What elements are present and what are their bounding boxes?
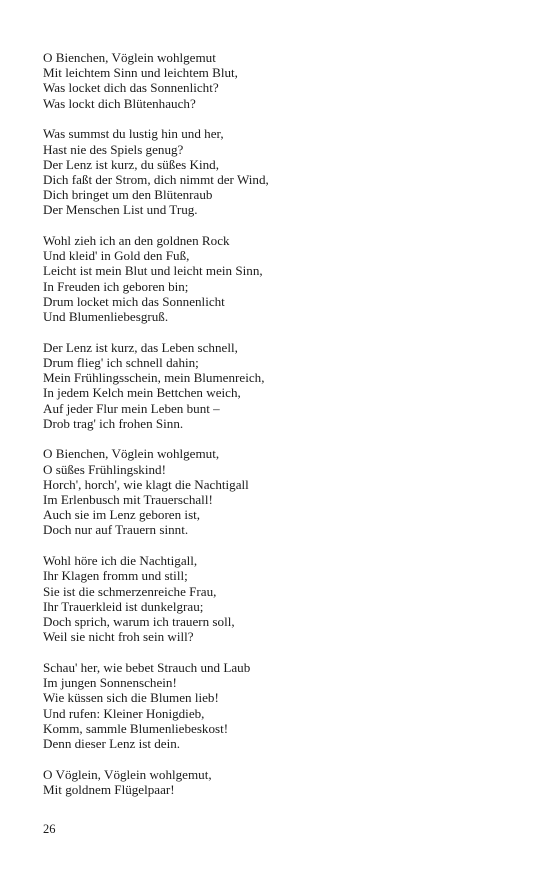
poem-line: Was lockt dich Blütenhauch? [43,95,196,111]
poem-line: Der Menschen List und Trug. [43,202,198,218]
poem-line: Wohl zieh ich an den goldnen Rock [43,233,230,249]
poem-line: Komm, sammle Blumenliebeskost! [43,720,229,736]
poem-line: Und rufen: Kleiner Honigdieb, [43,705,205,721]
stanza-6 [43,553,523,644]
page-number: 26 [43,822,56,836]
poem-line: In Freuden ich geboren bin; [43,278,189,294]
poem-line: Drum flieg' ich schnell dahin; [43,354,199,370]
poem-line: In jedem Kelch mein Bettchen weich, [43,385,241,401]
poem-line: Doch sprich, warum ich trauern soll, [43,614,235,629]
poem-line: Und Blumenliebesgruß. [43,309,169,325]
poem-line: O Bienchen, Vöglein wohlgemut, [43,446,220,462]
stanza-7 [43,660,523,751]
stanza-5 [43,446,523,537]
stanza-2 [43,126,523,217]
poem-line: Wohl höre ich die Nachtigall, [43,553,198,569]
stanza-1 [43,50,523,111]
stanza-4 [43,340,523,431]
poem-line: Dich bringet um den Blütenraub [43,187,213,203]
poem-line: Und kleid' in Gold den Fuß, [43,248,190,264]
poem-body [43,50,523,813]
poem-line: Dich faßt der Strom, dich nimmt der Wind, [43,171,269,187]
poem-line: Weil sie nicht froh sein will? [43,629,194,645]
poem-line: Denn dieser Lenz ist dein. [43,735,181,751]
poem-line: Horch', horch', wie klagt die Nachtigall [43,476,249,492]
poem-line: Drum locket mich das Sonnenlicht [43,293,225,309]
poem-line: Auf jeder Flur mein Leben bunt – [43,400,220,416]
poem-line: Schau' her, wie bebet Strauch und Laub [43,659,251,675]
stanza-8 [43,767,523,797]
poem-line: Mit goldnem Flügelpaar! [43,781,175,797]
poem-line: Im Erlenbusch mit Trauerschall! [43,492,213,508]
poem-line: O süßes Frühlingskind! [43,461,166,477]
poem-line: Ihr Trauerkleid ist dunkelgrau; [43,598,204,614]
poem-line: Wie küssen sich die Blumen lieb! [43,690,219,706]
stanza-3 [43,233,523,324]
poem-line: Mit leichtem Sinn und leichtem Blut, [43,65,238,81]
poem-line: Der Lenz ist kurz, das Leben schnell, [43,339,238,355]
poem-line: Ihr Klagen fromm und still; [43,568,188,584]
poem-line: O Bienchen, Vöglein wohlgemut [43,50,216,65]
poem-line: Der Lenz ist kurz, du süßes Kind, [43,156,219,172]
poem-line: Mein Frühlingsschein, mein Blumenreich, [43,370,265,386]
poem-line: Sie ist die schmerzenreiche Frau, [43,583,217,599]
poem-line: Was locket dich das Sonnenlicht? [43,80,219,96]
poem-line: Was summst du lustig hin und her, [43,126,224,142]
poem-line: Leicht ist mein Blut und leicht mein Sinn, [43,263,263,279]
poem-line: O Vöglein, Vöglein wohlgemut, [43,766,212,782]
poem-line: Auch sie im Lenz geboren ist, [43,507,201,523]
poem-line: Doch nur auf Trauern sinnt. [43,522,189,538]
poem-line: Im jungen Sonnenschein! [43,675,177,691]
poem-line: Drob trag' ich frohen Sinn. [43,415,184,431]
poem-line: Hast nie des Spiels genug? [43,141,184,157]
